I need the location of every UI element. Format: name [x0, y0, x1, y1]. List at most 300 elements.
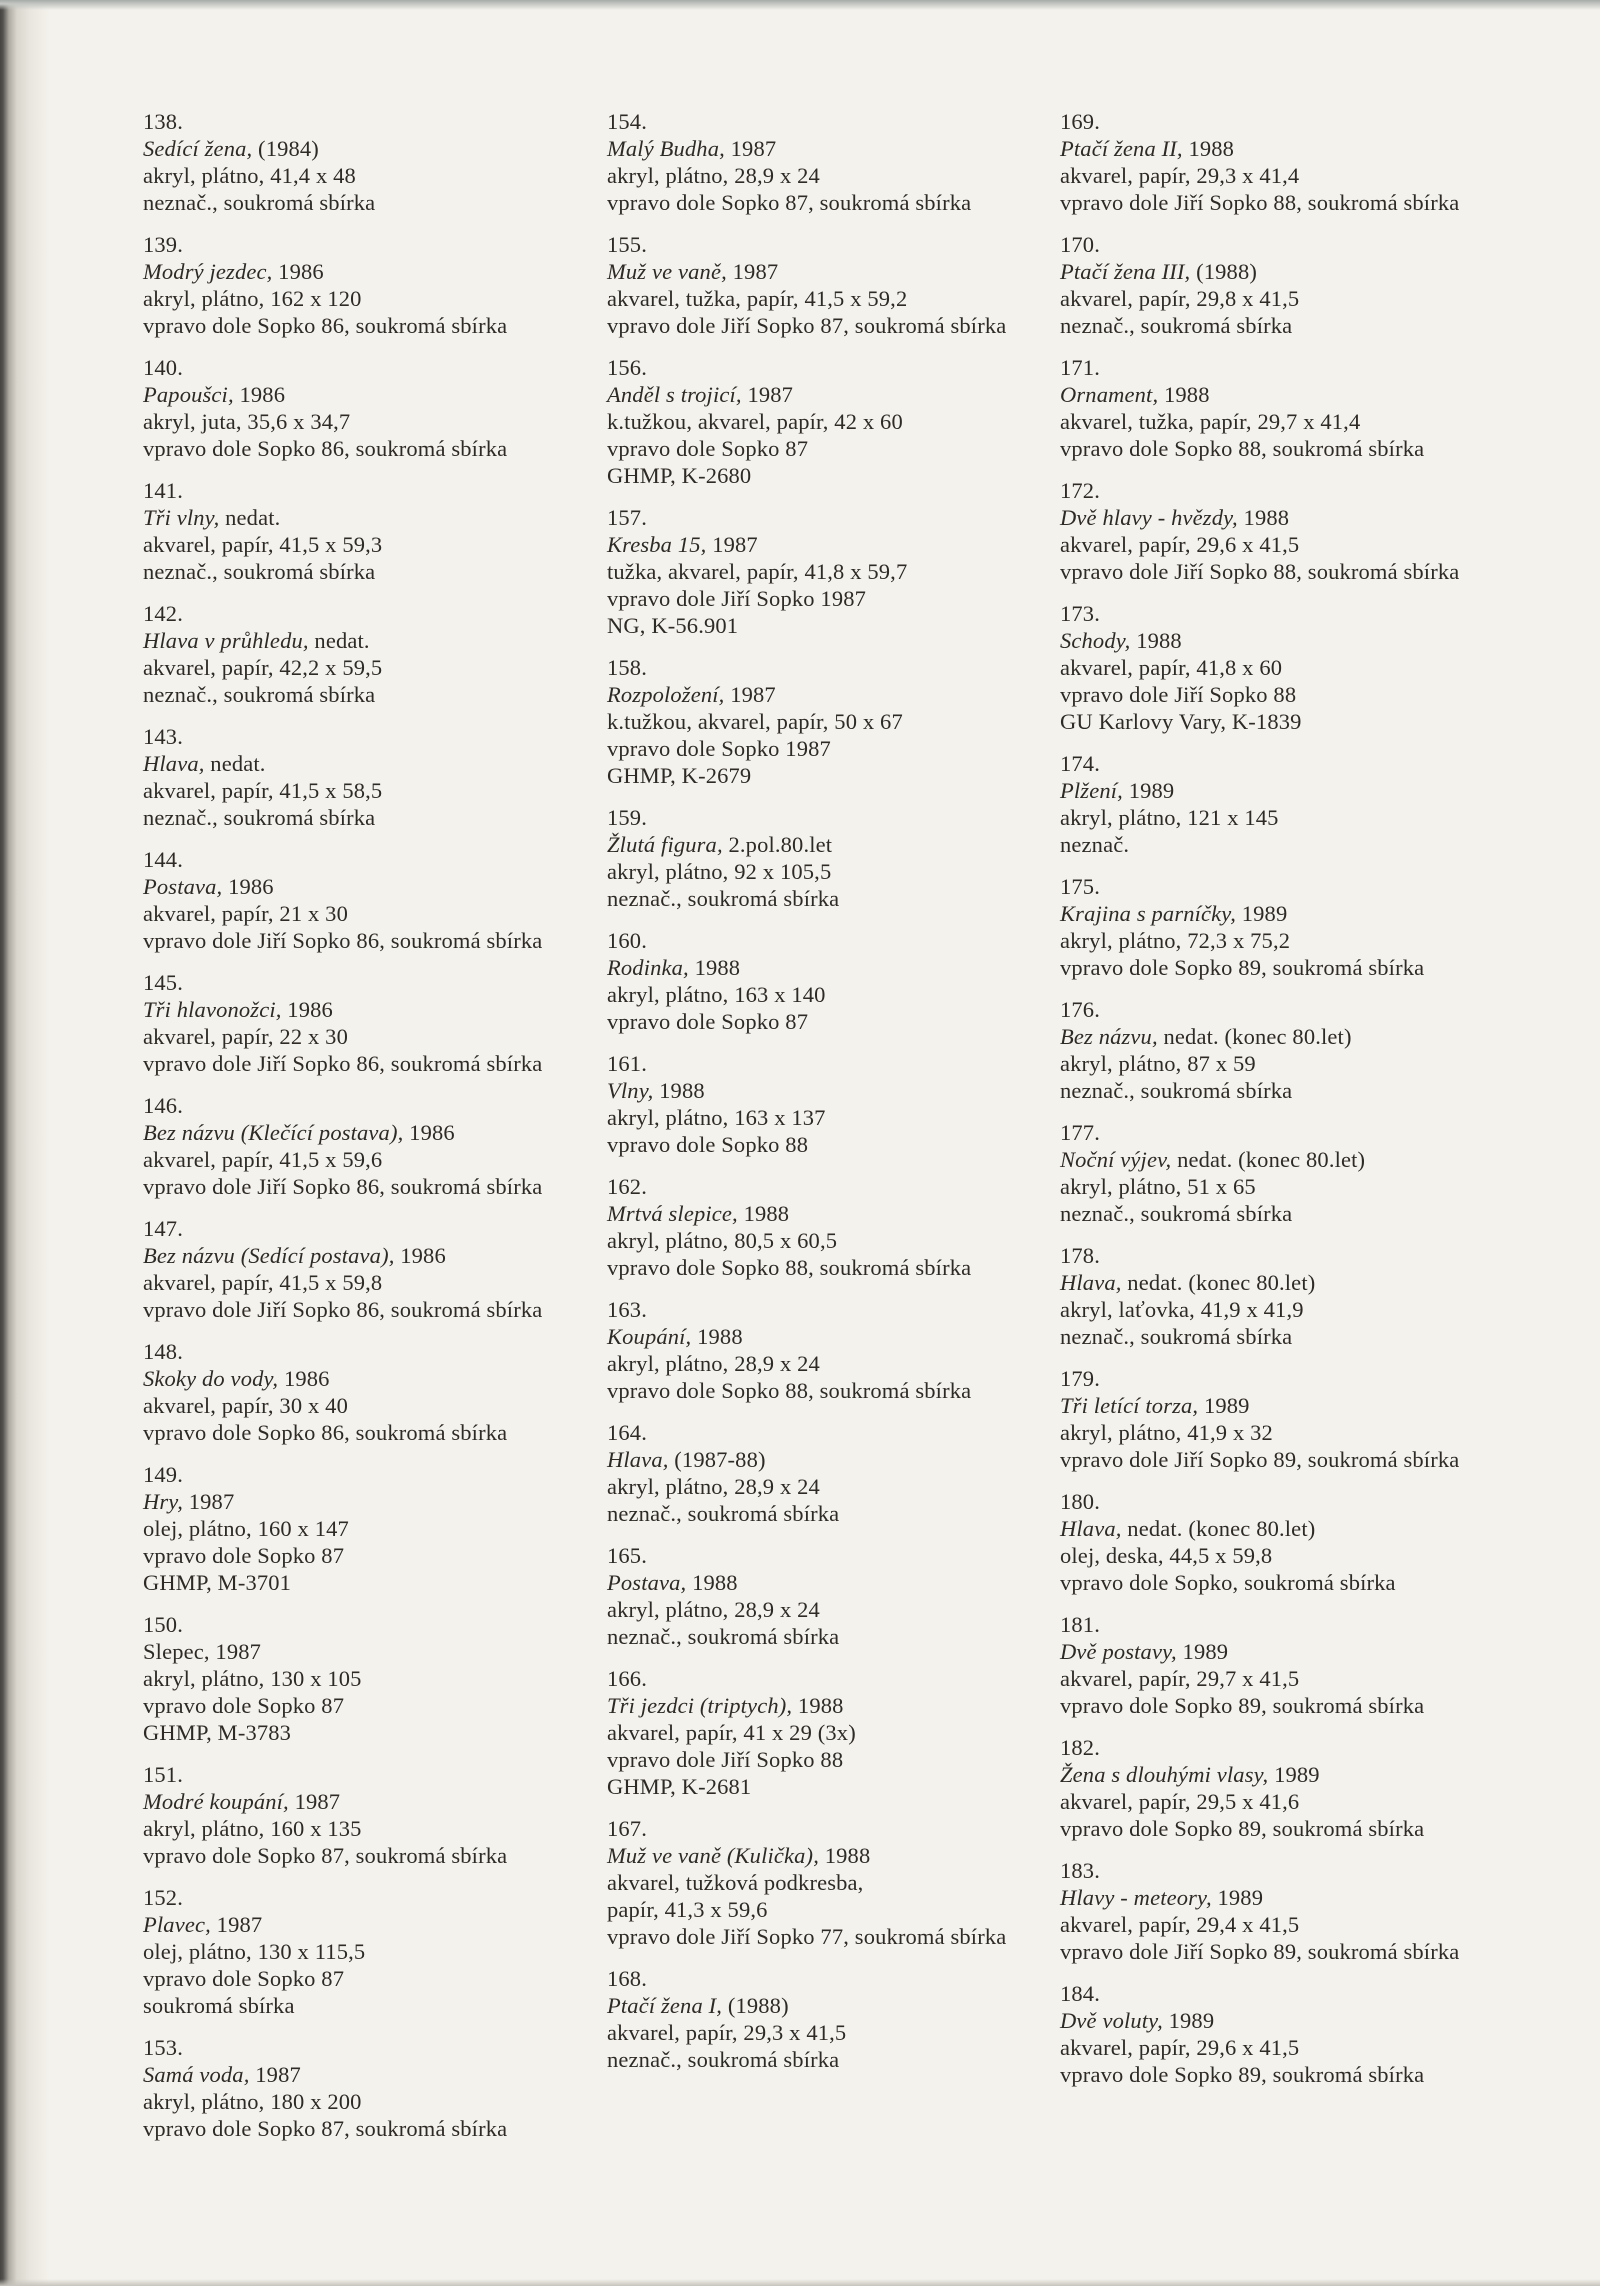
- entry-title-date: 1987: [209, 1639, 262, 1664]
- entry-title: [143, 1119, 598, 1146]
- entry-title: [143, 258, 598, 285]
- entry-detail-line: akvarel, papír, 41,5 x 58,5: [143, 778, 383, 803]
- entry-number: 170.: [1060, 232, 1100, 257]
- entry-title-text: Mrtvá slepice,: [607, 1201, 738, 1226]
- catalog-entry: [1060, 1611, 1550, 1719]
- entry-number: 183.: [1060, 1858, 1100, 1883]
- entry-title-date: nedat. (konec 80.let): [1121, 1516, 1316, 1541]
- entry-title: [1060, 1884, 1550, 1911]
- entry-detail-line: akryl, plátno, 180 x 200: [143, 2089, 362, 2114]
- entry-detail-line: akvarel, papír, 30 x 40: [143, 1393, 348, 1418]
- entry-title-text: Koupání,: [607, 1324, 692, 1349]
- catalog-entry: [143, 969, 598, 1077]
- entry-title-text: Noční výjev,: [1060, 1147, 1172, 1172]
- entry-title-text: Krajina s parníčky,: [1060, 901, 1236, 926]
- entry-title: [143, 996, 598, 1023]
- entry-number: 171.: [1060, 355, 1100, 380]
- entry-title-date: 1987: [741, 382, 794, 407]
- entry-title: [607, 1992, 1052, 2019]
- entry-detail-line: olej, deska, 44,5 x 59,8: [1060, 1543, 1273, 1568]
- entry-detail-line: neznač., soukromá sbírka: [607, 1501, 840, 1526]
- entry-number: 182.: [1060, 1735, 1100, 1760]
- entry-number: 177.: [1060, 1120, 1100, 1145]
- entry-title-text: Hlava,: [143, 751, 205, 776]
- entry-title-text: Žena s dlouhými vlasy,: [1060, 1762, 1269, 1787]
- entry-title-text: Postava,: [143, 874, 223, 899]
- entry-title-date: (1988): [722, 1993, 789, 2018]
- entry-title: [143, 1788, 598, 1815]
- entry-detail-line: akryl, plátno, 162 x 120: [143, 286, 362, 311]
- entry-title: [1060, 1023, 1550, 1050]
- entry-title: [143, 750, 598, 777]
- entry-title-text: Hlava,: [1060, 1516, 1122, 1541]
- entry-detail-line: vpravo dole Sopko 88, soukromá sbírka: [1060, 436, 1425, 461]
- entry-title-date: 1987: [726, 259, 779, 284]
- entry-title-text: Samá voda,: [143, 2062, 250, 2087]
- entry-detail-line: vpravo dole Sopko 88: [607, 1132, 809, 1157]
- entry-title-date: nedat.: [219, 505, 281, 530]
- entry-title-date: 1989: [1268, 1762, 1320, 1787]
- entry-detail-line: vpravo dole Sopko 87: [607, 436, 809, 461]
- entry-number: 158.: [607, 655, 647, 680]
- entry-title: [1060, 1638, 1550, 1665]
- entry-title: [143, 2061, 598, 2088]
- entry-number: 146.: [143, 1093, 183, 1118]
- entry-detail-line: akryl, plátno, 72,3 x 75,2: [1060, 928, 1291, 953]
- entry-title: [143, 381, 598, 408]
- entry-detail-line: vpravo dole Jiří Sopko 88, soukromá sbírka: [1060, 190, 1460, 215]
- catalog-entry: [607, 1665, 1052, 1800]
- entry-title-date: nedat. (konec 80.let): [1121, 1270, 1316, 1295]
- entry-detail-line: akryl, plátno, 130 x 105: [143, 1666, 362, 1691]
- entry-title-text: Postava,: [607, 1570, 687, 1595]
- entry-title-text: Muž ve vaně (Kulička),: [607, 1843, 819, 1868]
- catalog-entry: [143, 846, 598, 954]
- entry-title-date: 1989: [1176, 1639, 1229, 1664]
- catalog-entry: [143, 477, 598, 585]
- entry-title: [1060, 504, 1550, 531]
- entry-detail-line: akryl, plátno, 163 x 137: [607, 1105, 826, 1130]
- entry-title: [607, 1200, 1052, 1227]
- catalog-entry: [143, 1611, 598, 1746]
- entry-title-text: Schody,: [1060, 628, 1131, 653]
- entry-detail-line: k.tužkou, akvarel, papír, 42 x 60: [607, 409, 903, 434]
- entry-title: [1060, 2007, 1550, 2034]
- entry-number: 145.: [143, 970, 183, 995]
- entry-title-text: Plavec,: [143, 1912, 211, 1937]
- entry-number: 175.: [1060, 874, 1100, 899]
- entry-detail-line: akryl, juta, 35,6 x 34,7: [143, 409, 351, 434]
- entry-title: [1060, 900, 1550, 927]
- entry-title-text: Bez názvu (Klečící postava),: [143, 1120, 404, 1145]
- entry-detail-line: akryl, plátno, 28,9 x 24: [607, 1474, 820, 1499]
- entry-number: 140.: [143, 355, 183, 380]
- entry-title: [1060, 381, 1550, 408]
- entry-title-date: 1986: [233, 382, 286, 407]
- entry-number: 161.: [607, 1051, 647, 1076]
- entry-number: 144.: [143, 847, 183, 872]
- entry-detail-line: soukromá sbírka: [143, 1993, 295, 2018]
- entry-title-text: Modré koupání,: [143, 1789, 289, 1814]
- entry-title: [1060, 258, 1550, 285]
- entry-title: [607, 1323, 1052, 1350]
- entry-title-text: Anděl s trojicí,: [607, 382, 742, 407]
- scan-left-gutter-shadow: [0, 0, 50, 2286]
- catalog-entry: [607, 108, 1052, 216]
- entry-detail-line: akvarel, papír, 29,6 x 41,5: [1060, 2035, 1300, 2060]
- entry-title-date: nedat.: [204, 751, 266, 776]
- entry-title-text: Tři jezdci (triptych),: [607, 1693, 793, 1718]
- entry-title: [143, 504, 598, 531]
- entry-title-date: 2.pol.80.let: [722, 832, 833, 857]
- entry-number: 176.: [1060, 997, 1100, 1022]
- entry-detail-line: vpravo dole Sopko 86, soukromá sbírka: [143, 436, 508, 461]
- entry-detail-line: neznač., soukromá sbírka: [607, 1624, 840, 1649]
- entry-title-date: 1988: [1237, 505, 1290, 530]
- entry-title-date: nedat. (konec 80.let): [1157, 1024, 1352, 1049]
- entry-detail-line: akvarel, papír, 29,6 x 41,5: [1060, 532, 1300, 557]
- entry-title: [1060, 777, 1550, 804]
- entry-title-date: 1986: [394, 1243, 446, 1268]
- entry-title-text: Rozpoložení,: [607, 682, 725, 707]
- entry-number: 139.: [143, 232, 183, 257]
- entry-detail-line: akvarel, papír, 29,3 x 41,4: [1060, 163, 1300, 188]
- catalog-entry: [1060, 750, 1550, 858]
- entry-title: [1060, 1146, 1550, 1173]
- entry-detail-line: akvarel, papír, 41,8 x 60: [1060, 655, 1283, 680]
- catalog-entry: [1060, 108, 1550, 216]
- entry-detail-line: akvarel, papír, 29,8 x 41,5: [1060, 286, 1300, 311]
- entry-detail-line: akryl, plátno, 28,9 x 24: [607, 1351, 820, 1376]
- entry-number: 148.: [143, 1339, 183, 1364]
- catalog-entry: [1060, 1242, 1550, 1350]
- entry-detail-line: vpravo dole Sopko 86, soukromá sbírka: [143, 313, 508, 338]
- catalog-entry: [607, 1050, 1052, 1158]
- entry-detail-line: akryl, plátno, 87 x 59: [1060, 1051, 1256, 1076]
- entry-detail-line: neznač., soukromá sbírka: [143, 190, 376, 215]
- entry-title-text: Bez názvu (Sedící postava),: [143, 1243, 395, 1268]
- entry-detail-line: vpravo dole Sopko 87: [143, 1966, 345, 1991]
- entry-title-text: Ptačí žena II,: [1060, 136, 1183, 161]
- catalog-entry: [1060, 354, 1550, 462]
- entry-number: 174.: [1060, 751, 1100, 776]
- entry-detail-line: akryl, plátno, 41,4 x 48: [143, 163, 356, 188]
- entry-number: 167.: [607, 1816, 647, 1841]
- entry-detail-line: vpravo dole Sopko 87, soukromá sbírka: [143, 1843, 508, 1868]
- entry-detail-line: neznač., soukromá sbírka: [1060, 1324, 1293, 1349]
- entry-title-date: 1987: [288, 1789, 341, 1814]
- entry-number: 141.: [143, 478, 183, 503]
- catalog-entry: [1060, 477, 1550, 585]
- entry-number: 163.: [607, 1297, 647, 1322]
- entry-detail-line: akvarel, tužková podkresba,: [607, 1870, 864, 1895]
- entry-title-text: Muž ve vaně,: [607, 259, 727, 284]
- entry-title-text: Plžení,: [1060, 778, 1123, 803]
- entry-detail-line: vpravo dole Jiří Sopko 86, soukromá sbírka: [143, 928, 543, 953]
- entry-title-date: 1986: [403, 1120, 455, 1145]
- entry-title-date: 1988: [653, 1078, 705, 1103]
- catalog-entry: [1060, 1980, 1550, 2088]
- entry-detail-line: vpravo dole Jiří Sopko 88: [1060, 682, 1297, 707]
- catalog-column-3: [1060, 108, 1550, 2103]
- entry-title: [607, 381, 1052, 408]
- entry-detail-line: akryl, plátno, 163 x 140: [607, 982, 826, 1007]
- entry-detail-line: akvarel, papír, 21 x 30: [143, 901, 348, 926]
- entry-detail-line: akvarel, papír, 29,3 x 41,5: [607, 2020, 847, 2045]
- entry-title-text: Skoky do vody,: [143, 1366, 279, 1391]
- entry-title: [607, 1569, 1052, 1596]
- entry-number: 165.: [607, 1543, 647, 1568]
- entry-detail-line: k.tužkou, akvarel, papír, 50 x 67: [607, 709, 903, 734]
- entry-detail-line: vpravo dole Sopko 87: [143, 1543, 345, 1568]
- entry-number: 168.: [607, 1966, 647, 1991]
- entry-title-date: 1988: [818, 1843, 871, 1868]
- entry-detail-line: vpravo dole Sopko 89, soukromá sbírka: [1060, 955, 1425, 980]
- catalog-entry: [607, 1419, 1052, 1527]
- catalog-entry: [607, 1173, 1052, 1281]
- catalog-entry: [143, 108, 598, 216]
- scan-top-edge-shadow: [0, 0, 1600, 10]
- entry-number: 160.: [607, 928, 647, 953]
- entry-title: [607, 681, 1052, 708]
- entry-title-text: Kresba 15,: [607, 532, 707, 557]
- entry-title-text: Malý Budha,: [607, 136, 725, 161]
- entry-title: [1060, 1392, 1550, 1419]
- entry-detail-line: GHMP, M-3701: [143, 1570, 292, 1595]
- entry-detail-line: vpravo dole Jiří Sopko 89, soukromá sbírka: [1060, 1939, 1460, 1964]
- entry-number: 147.: [143, 1216, 183, 1241]
- entry-detail-line: GHMP, K-2680: [607, 463, 752, 488]
- entry-title-text: Hlava v průhledu,: [143, 628, 309, 653]
- entry-number: 138.: [143, 109, 183, 134]
- entry-detail-line: akvarel, papír, 41,5 x 59,3: [143, 532, 383, 557]
- entry-title-text: Žlutá figura,: [607, 832, 723, 857]
- entry-number: 184.: [1060, 1981, 1100, 2006]
- entry-number: 169.: [1060, 109, 1100, 134]
- entry-detail-line: neznač., soukromá sbírka: [143, 805, 376, 830]
- entry-detail-line: akryl, plátno, 28,9 x 24: [607, 1597, 820, 1622]
- entry-detail-line: GU Karlovy Vary, K-1839: [1060, 709, 1302, 734]
- entry-number: 153.: [143, 2035, 183, 2060]
- entry-detail-line: akryl, plátno, 41,9 x 32: [1060, 1420, 1273, 1445]
- entry-number: 152.: [143, 1885, 183, 1910]
- entry-title-text: Hlava,: [607, 1447, 669, 1472]
- entry-number: 151.: [143, 1762, 183, 1787]
- entry-detail-line: vpravo dole Sopko 1987: [607, 736, 831, 761]
- entry-title: [607, 1446, 1052, 1473]
- catalog-entry: [1060, 873, 1550, 981]
- entry-title-date: 1989: [1198, 1393, 1250, 1418]
- entry-detail-line: akryl, plátno, 80,5 x 60,5: [607, 1228, 838, 1253]
- catalog-entry: [1060, 996, 1550, 1104]
- entry-title: [607, 1692, 1052, 1719]
- entry-number: 164.: [607, 1420, 647, 1445]
- entry-title-text: Ptačí žena I,: [607, 1993, 723, 2018]
- catalog-entry: [1060, 1857, 1550, 1965]
- entry-title-date: 1986: [278, 1366, 330, 1391]
- catalog-entry: [143, 1884, 598, 2019]
- entry-number: 149.: [143, 1462, 183, 1487]
- entry-title-text: Dvě voluty,: [1060, 2008, 1163, 2033]
- entry-title: [143, 1242, 598, 1269]
- entry-title-date: (1988): [1190, 259, 1258, 284]
- entry-number: 162.: [607, 1174, 647, 1199]
- entry-title-date: 1989: [1211, 1885, 1264, 1910]
- entry-title: [607, 135, 1052, 162]
- catalog-column-2: [607, 108, 1052, 2088]
- catalog-entry: [607, 231, 1052, 339]
- entry-detail-line: vpravo dole Jiří Sopko 86, soukromá sbírka: [143, 1174, 543, 1199]
- entry-detail-line: neznač., soukromá sbírka: [1060, 313, 1293, 338]
- entry-title-date: nedat. (konec 80.let): [1171, 1147, 1366, 1172]
- entry-detail-line: akvarel, papír, 41 x 29 (3x): [607, 1720, 856, 1745]
- entry-detail-line: neznač., soukromá sbírka: [1060, 1201, 1293, 1226]
- catalog-entry: [143, 2034, 598, 2142]
- entry-title-date: 1988: [1130, 628, 1182, 653]
- entry-detail-line: olej, plátno, 130 x 115,5: [143, 1939, 366, 1964]
- entry-detail-line: akvarel, papír, 29,7 x 41,5: [1060, 1666, 1300, 1691]
- entry-detail-line: akryl, plátno, 28,9 x 24: [607, 163, 820, 188]
- catalog-entry: [1060, 1734, 1550, 1842]
- entry-title-date: 1988: [737, 1201, 790, 1226]
- catalog-entry: [607, 1296, 1052, 1404]
- entry-number: 180.: [1060, 1489, 1100, 1514]
- entry-detail-line: akvarel, tužka, papír, 41,5 x 59,2: [607, 286, 908, 311]
- entry-detail-line: vpravo dole Jiří Sopko 88, soukromá sbírka: [1060, 559, 1460, 584]
- entry-title-date: (1987-88): [668, 1447, 766, 1472]
- entry-detail-line: akryl, plátno, 160 x 135: [143, 1816, 362, 1841]
- catalog-entry: [607, 654, 1052, 789]
- catalog-entry: [143, 723, 598, 831]
- entry-detail-line: akvarel, tužka, papír, 29,7 x 41,4: [1060, 409, 1361, 434]
- entry-detail-line: akvarel, papír, 29,4 x 41,5: [1060, 1912, 1300, 1937]
- entry-detail-line: tužka, akvarel, papír, 41,8 x 59,7: [607, 559, 908, 584]
- entry-title-text: Sedící žena,: [143, 136, 253, 161]
- entry-detail-line: akvarel, papír, 41,5 x 59,6: [143, 1147, 383, 1172]
- entry-title: [143, 1488, 598, 1515]
- entry-detail-line: vpravo dole Sopko 89, soukromá sbírka: [1060, 2062, 1425, 2087]
- entry-title: [1060, 1515, 1550, 1542]
- entry-detail-line: NG, K-56.901: [607, 613, 739, 638]
- entry-title: [1060, 627, 1550, 654]
- catalog-entry: [1060, 1119, 1550, 1227]
- catalog-entry: [143, 1215, 598, 1323]
- entry-title: [1060, 135, 1550, 162]
- entry-title-date: 1987: [249, 2062, 301, 2087]
- entry-title-date: 1988: [792, 1693, 844, 1718]
- entry-number: 156.: [607, 355, 647, 380]
- entry-title: [1060, 1269, 1550, 1296]
- entry-detail-line: vpravo dole Sopko 88, soukromá sbírka: [607, 1378, 972, 1403]
- entry-detail-line: vpravo dole Jiří Sopko 86, soukromá sbírka: [143, 1297, 543, 1322]
- entry-detail-line: vpravo dole Jiří Sopko 88: [607, 1747, 844, 1772]
- entry-title-date: 1987: [724, 136, 777, 161]
- entry-number: 179.: [1060, 1366, 1100, 1391]
- entry-detail-line: neznač., soukromá sbírka: [607, 2047, 840, 2072]
- entry-title: [607, 954, 1052, 981]
- entry-number: 178.: [1060, 1243, 1100, 1268]
- catalog-entry: [607, 927, 1052, 1035]
- entry-detail-line: akryl, plátno, 92 x 105,5: [607, 859, 832, 884]
- catalog-entry: [143, 600, 598, 708]
- entry-title-date: 1987: [724, 682, 776, 707]
- entry-title-text: Modrý jezdec,: [143, 259, 273, 284]
- entry-number: 142.: [143, 601, 183, 626]
- entry-detail-line: akvarel, papír, 42,2 x 59,5: [143, 655, 383, 680]
- entry-title-text: Hry,: [143, 1489, 183, 1514]
- entry-title-date: (1984): [252, 136, 319, 161]
- catalog-entry: [607, 354, 1052, 489]
- scan-bottom-edge-shadow: [0, 2279, 1600, 2286]
- entry-detail-line: akryl, laťovka, 41,9 x 41,9: [1060, 1297, 1304, 1322]
- entry-detail-line: akvarel, papír, 22 x 30: [143, 1024, 348, 1049]
- entry-detail-line: GHMP, K-2681: [607, 1774, 752, 1799]
- entry-detail-line: vpravo dole Sopko 88, soukromá sbírka: [607, 1255, 972, 1280]
- entry-title-date: 1989: [1162, 2008, 1215, 2033]
- entry-detail-line: neznač., soukromá sbírka: [143, 682, 376, 707]
- catalog-entry: [607, 1815, 1052, 1950]
- entry-detail-line: vpravo dole Jiří Sopko 87, soukromá sbírka: [607, 313, 1007, 338]
- catalog-entry: [607, 804, 1052, 912]
- entry-detail-line: neznač.: [1060, 832, 1130, 857]
- catalog-entry: [143, 1338, 598, 1446]
- entry-title-date: 1986: [272, 259, 324, 284]
- entry-number: 166.: [607, 1666, 647, 1691]
- entry-title: [607, 1077, 1052, 1104]
- entry-detail-line: vpravo dole Sopko 87: [607, 1009, 809, 1034]
- entry-title-text: Tři vlny,: [143, 505, 220, 530]
- entry-detail-line: vpravo dole Jiří Sopko 89, soukromá sbírka: [1060, 1447, 1460, 1472]
- entry-number: 172.: [1060, 478, 1100, 503]
- entry-detail-line: vpravo dole Sopko 87, soukromá sbírka: [143, 2116, 508, 2141]
- entry-title: [607, 1842, 1052, 1869]
- entry-title-date: 1988: [686, 1570, 738, 1595]
- entry-detail-line: akvarel, papír, 29,5 x 41,6: [1060, 1789, 1300, 1814]
- entry-title-text: Dvě hlavy - hvězdy,: [1060, 505, 1238, 530]
- entry-title-date: nedat.: [308, 628, 370, 653]
- entry-title-text: Rodinka,: [607, 955, 689, 980]
- entry-detail-line: neznač., soukromá sbírka: [1060, 1078, 1293, 1103]
- entry-title: [143, 627, 598, 654]
- entry-title: [607, 831, 1052, 858]
- entry-title: [143, 873, 598, 900]
- catalog-entry: [1060, 1488, 1550, 1596]
- entry-title-date: 1988: [1158, 382, 1210, 407]
- entry-detail-line: akryl, plátno, 51 x 65: [1060, 1174, 1256, 1199]
- entry-detail-line: vpravo dole Sopko 89, soukromá sbírka: [1060, 1816, 1425, 1841]
- entry-number: 143.: [143, 724, 183, 749]
- entry-detail-line: vpravo dole Jiří Sopko 1987: [607, 586, 867, 611]
- entry-title-text: Bez názvu,: [1060, 1024, 1158, 1049]
- entry-title-date: 1987: [182, 1489, 235, 1514]
- entry-number: 155.: [607, 232, 647, 257]
- entry-title-date: 1989: [1235, 901, 1288, 926]
- entry-title-text: Hlavy - meteory,: [1060, 1885, 1212, 1910]
- catalog-entry: [143, 354, 598, 462]
- entry-number: 157.: [607, 505, 647, 530]
- entry-title-date: 1989: [1122, 778, 1175, 803]
- entry-title-date: 1986: [222, 874, 274, 899]
- entry-detail-line: vpravo dole Sopko, soukromá sbírka: [1060, 1570, 1396, 1595]
- entry-title: [607, 258, 1052, 285]
- entry-detail-line: vpravo dole Jiří Sopko 77, soukromá sbírka: [607, 1924, 1007, 1949]
- entry-title: [607, 531, 1052, 558]
- entry-number: 150.: [143, 1612, 183, 1637]
- entry-title-text: Dvě postavy,: [1060, 1639, 1177, 1664]
- catalog-entry: [143, 231, 598, 339]
- catalog-entry: [1060, 231, 1550, 339]
- entry-title-text: Ptačí žena III,: [1060, 259, 1191, 284]
